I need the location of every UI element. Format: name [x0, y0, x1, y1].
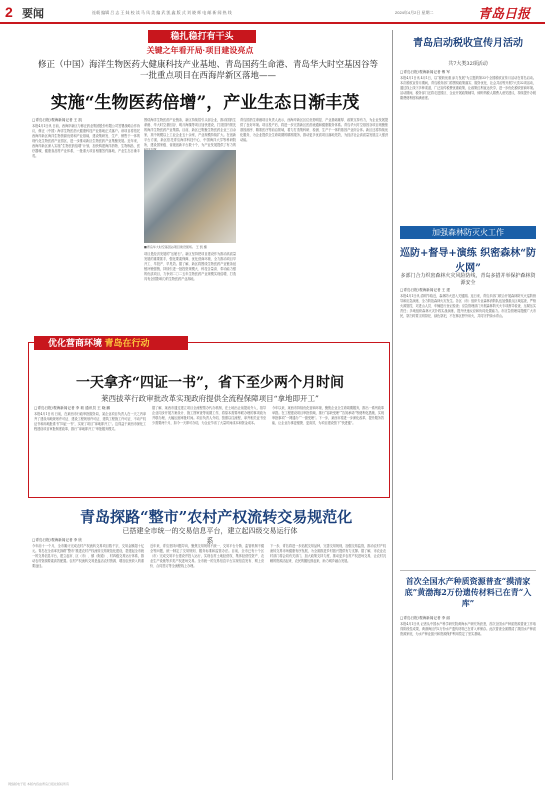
tax-month-byline: □青岛日报/观海新闻记者 傅 军	[400, 70, 451, 74]
column-divider	[392, 30, 393, 780]
newspaper-logo: 青岛日报	[478, 7, 531, 22]
box-body-col2: 据了解，莱西市通过建立项目全流程帮办代办机制，在土地出让前提前介入，指导企业同步开展方案设计、施工图审查等前期工作，将原本需要串联办理的事项改为并联办理，大幅压缩审批时间。项目负责人介绍，按照以往流程，拿齐相关证书至少需要两个月，如今一天即可办结，为企业节省了大量时间成本和资金成本。	[152, 406, 266, 425]
forest-fire-body: 本报4月1日讯 清明节临近，森林防火进入关键期。连日来，青岛多部门联合开展森林防灭火巡防督导和应急演练，全力防范森林火灾发生。各区（市）组织专业森林消防队伍加强重点区域巡查，严格火源管控，对进山人员、车辆进行登记检查；应急管理部门开展森林防灭火专项督导检查，压紧压实责任；多地组织森林火灾扑救实战演练，提升快速反应和协同处置能力。市应急管理局提醒广大市民，祭扫时要文明祭祀、绿色祭祀，不在林区野外用火，共同守护绿水青山。	[400, 294, 536, 318]
lead-photo	[144, 150, 236, 243]
box-badge-text-b: 青岛在行动	[104, 338, 150, 348]
box-badge-text-a: 优化营商环境	[48, 338, 103, 348]
page-header	[0, 0, 545, 24]
box-headline[interactable]: 一天拿齐“四证一书”，省下至少两个月时间	[75, 375, 345, 391]
box-body-col3: 今年以来，莱西市持续优化营商环境，聚焦企业全生命周期服务，推出一系列改革举措。在工程建设项目审批领域，推行“容缺受理”“告知承诺”等便利化措施，实现审批事项“一网通办”“一窗受理”。下一步，莱西市将进一步深化改革，提升服务效能，让企业办事更便捷、更高效，为项目建设按下“快进键”。	[272, 406, 384, 425]
lead-photo-caption: ■青岛华大时空基因谷项目建设现场。 王 凯 摄	[144, 245, 207, 249]
right-divider	[400, 570, 536, 571]
box-subtitle: 莱西拔萃行政审批改革实现政府提供全流程保障项目“拿地即开工”	[101, 394, 319, 403]
rural-body-col1: 今年前十一个月，全市累计完成农村产权流转交易项目数千宗，交易金额超十亿元。青岛在全省率先探路“整市”推进农村产权流转交易规范化建设，搭建起全市统一的交易信息平台，建立起市、区（市）、镇（街道）、村四级交易运行体系，推动农村资源要素高效配置。农村产权流转交易是盘活农村资源、增加农民收入的重要途径。	[32, 544, 144, 568]
lead-body-col3: 青岛国药生命港项目负责人表示，西海岸新区区位优势明显、产业基础雄厚、政策支持有力，为企业发展提供了良好环境。项目投产后，将进一步完善新区医药流通和健康服务体系。青岛华大时空基因谷项目则聚焦基因测序、精准医疗等前沿领域，着力打造集科研、检测、生产于一体的基因产业综合体。新区还将持续优化服务，为企业提供全生命周期的精准服务，推动更多优质项目落地见效，为经济社会高质量发展注入强劲动能。	[240, 118, 388, 142]
box-badge	[34, 336, 188, 350]
lead-byline: □青岛日报/观海新闻记者 王 凯	[32, 118, 83, 122]
lead-body-col2-top: 围绕海洋生物医药产业链条，新区持续招引头部企业，推动国药生命港、华大时空基因谷、明月海藻等项目加快建设，打造国内领先的海洋生物医药产业集群。目前，新区已集聚生物医药企业三百余家，其中规模以上工业企业五十余家，产业规模持续扩大。在创新平台方面，新区依托青岛海洋科技中心、中国海洋大学等科研院所，建设国家级、省级创新平台数十个，为产业发展提供了有力的	[144, 118, 236, 147]
rural-body-col2: 近年来，青岛坚持问题导向，聚焦交易规则不统一、交易平台分散、监管机制不健全等问题，统一制定了交易规则、服务标准和监管办法。目前，全市已有十个区（市）完成交易平台建设并投入运行，实现农村土地经营权、集体经营性资产、农业生产设施等多类产权进场交易。全市统一的交易信息平台实现信息发布、网上竞价、合同签订等全流程线上办理。	[150, 544, 264, 568]
tax-month-body: 本报4月1日讯 4月1日，以“税收优惠 添力发展”为主题的第33个全国税收宣传月活动在青岛启动。本次税收宣传月期间，青岛税务部门将围绕政策落实、服务优化、社会共治等开展7大类32项活动，通过线上线下多种渠道，广泛宣传税费优惠政策，让政策红利直达快享，进一步优化税收营商环境。活动期间，税务部门还将走进园区、企业开展政策辅导，倾听纳税人缴费人意见建议，持续提升办税缴费便利度和满意度。	[400, 76, 536, 100]
forest-fire-band: 加强森林防灭火工作	[400, 226, 536, 239]
box-byline: □青岛日报/观海新闻记者 李 莉 通讯员 王 晓 鹏	[34, 406, 111, 410]
germplasm-headline[interactable]: 首次全国水产种质资源普查“摸清家底”黄渤海2万份遗传材料已在青“入库”	[404, 576, 532, 608]
rural-body-col3: 下一步，青岛将进一步拓展交易品种，完善交易规则，加强交易监管，推动农村产权流转交易市场健康有序发展，为全面推进乡村振兴提供有力支撑。据了解，市农业农村部门将会同有关部门，加大政策支持力度，推动更多农村产权进场交易，让农村沉睡的资源活起来、农民的腰包鼓起来，助力城乡融合发展。	[270, 544, 386, 563]
lead-body-col1: 本报4月1日讯 日前，西海岸新区与修正药业集团股份有限公司签署战略合作协议，修正（中国）海洋生物医药大健康科技产业基地正式落户。该项目将依托西海岸新区海洋生物资源优势和产业基础，建设集研发、生产、销售于一体的现代化生物医药产业园区，进一步推动新区生物医药产业集聚发展。近年来，西海岸新区深入实施“生物医药倍增”计划，加快构建海洋药物、生物制品、医疗器械、健康食品等产业体系，一批重大项目相继签约落地，产业生态日渐丰茂。	[32, 124, 140, 158]
page-section-label: 要闻	[22, 8, 44, 20]
lead-kicker: 稳扎稳打有干头	[148, 30, 256, 43]
rural-property-subtitle: 已搭建全市统一的交易信息平台，建立起四级交易运行体系	[122, 527, 298, 545]
page-footer: 网络版电子报 本版内容由青岛日报社版权所有	[8, 782, 69, 786]
forest-fire-headline[interactable]: 巡防+督导+演练 织密森林“防火网”	[400, 248, 536, 274]
tax-month-subtitle: 共7大类32项活动	[448, 61, 488, 67]
rural-property-headline[interactable]: 青岛探路“整市”农村产权流转交易规范化	[80, 508, 353, 526]
tax-month-headline[interactable]: 青岛启动税收宣传月活动	[413, 38, 523, 49]
page-number: 2	[5, 4, 13, 20]
lead-headline[interactable]: 实施“生物医药倍增”，产业生态日渐丰茂	[50, 93, 360, 113]
header-meta: 连载 编辑 吕 志 王 妹 校 读 马 凤 美 编 武 凯 鑫 版 式 刘 晓 辉 电 邮 新 闻 热 线	[92, 10, 232, 15]
rural-property-byline: □青岛日报/观海新闻记者 李 欣	[32, 538, 83, 542]
lead-pretitle: 修正（中国）海洋生物医药大健康科技产业基地、青岛国药生命港、青岛华大时空基因谷等一批重点项目在西海岸新区落地——	[38, 60, 379, 81]
header-date: 2024年4月2日 星期二	[395, 10, 434, 15]
lead-body-col2-bottom: 项目是经济发展的“压舱石”。新区坚持把项目建设作为推动高质量发展的重要抓手，强化要素保障，优化营商环境，全力推动项目早开工、早投产、早见效。据了解，新区将围绕生物医药产业链条延链补链强链，持续引进一批投资规模大、科技含量高、带动能力强的优质项目，力争到二〇二五年生物医药产业规模实现倍增，打造具有全国影响力的生物医药产业高地。	[144, 252, 236, 281]
box-body-col1: 本报4月1日讯 日前，在莱西市行政审批服务局，某企业项目负责人在一天之内拿齐了建设用地规划许可证、建设工程规划许可证、建筑工程施工许可证、不动产权证书和用地批准书“四证一书”，实现了项目“拿地即开工”。这得益于莱西市深化工程建设项目审批制度改革，推行“拿地即开工”审批服务模式。	[34, 412, 146, 431]
germplasm-byline: □青岛日报/观海新闻记者 李 丽	[400, 616, 451, 620]
lead-kicker-sub: 关键之年看开局·项目建设亮点	[146, 46, 254, 55]
forest-fire-subtitle: 多部门合力织密森林火灾风险防线，青岛多措并举保护森林资源安全	[400, 273, 536, 286]
germplasm-body: 本报4月1日讯 记者从中国水产科学研究院黄海水产研究所获悉，首次全国水产种质资源普查工作取得阶段性成果，黄渤海区约2万份水产遗传材料已在青入库保存。此次普查全面摸清了我国水产种质资源家底，为水产种业振兴和资源保护利用奠定了坚实基础。	[400, 622, 536, 636]
forest-fire-byline: □青岛日报/观海新闻记者 王 建	[400, 288, 451, 292]
